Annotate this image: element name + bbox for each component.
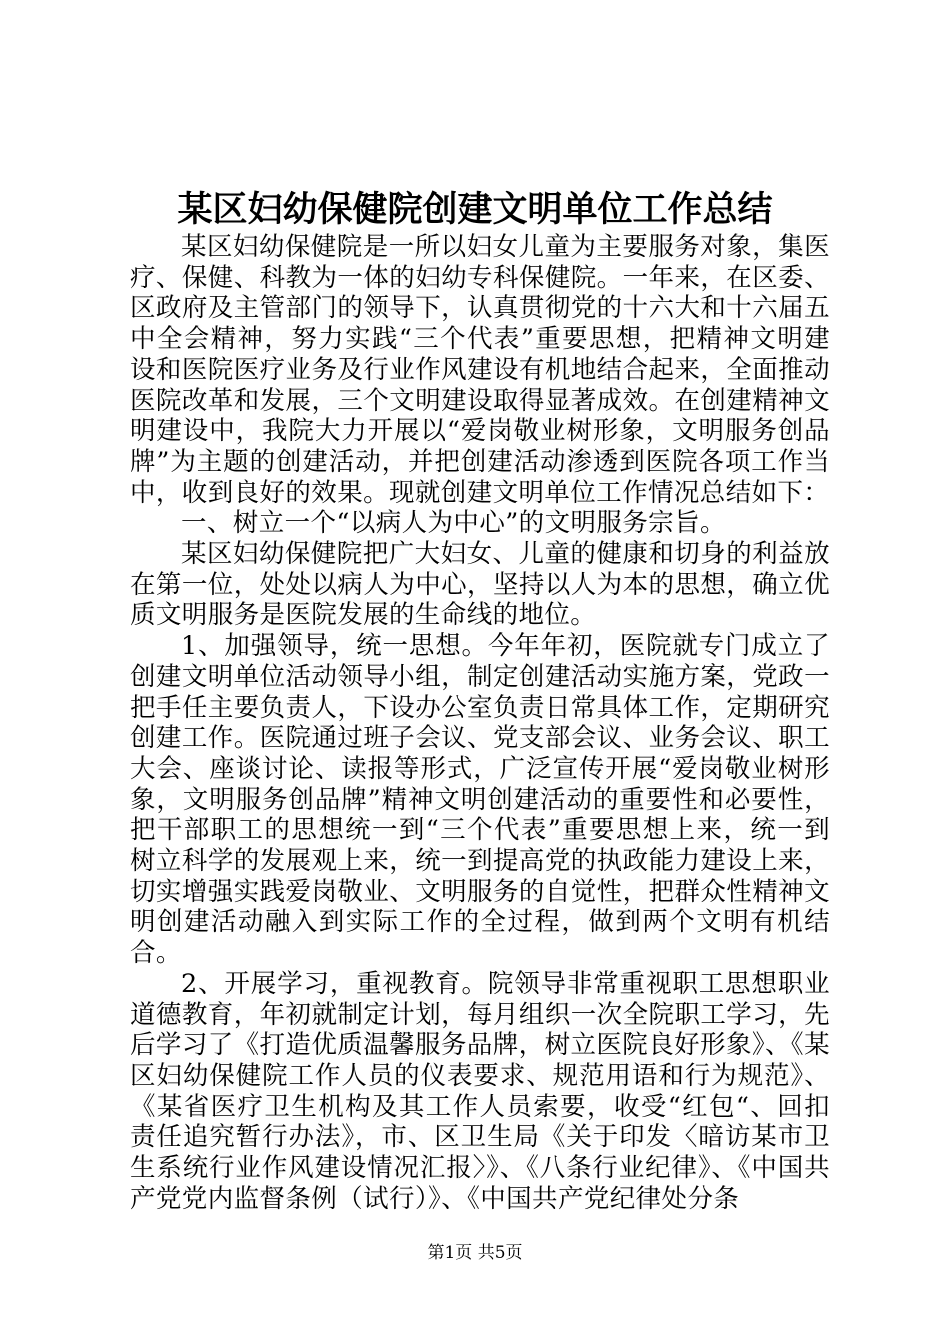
document-body xyxy=(130,232,830,1215)
page-footer: 第1页 共5页 xyxy=(427,1243,523,1263)
paragraph-education: 2、开展学习，重视教育。院领导非常重视职工思想职业道德教育，年初就制定计划，每月组织一次全院职工学习，先后学习了《打造优质温馨服务品牌，树立医院良好形象》、《某区妇幼保健院工作人员的仪表要求、规范用语和行为规范》、《某省医疗卫生机构及其工作人员索要，收受“红包“、回扣责任追究暂行办法》，市、区卫生局《关于印发〈暗访某市卫生系统行业作风建设情况汇报〉》、《八条行业纪律》、《中国共产党党内监督条例（试行）》、《中国共产党纪律处分条 xyxy=(130,968,830,1214)
paragraph-patient-first: 某区妇幼保健院把广大妇女、儿童的健康和切身的利益放在第一位，处处以病人为中心，坚持以人为本的思想，确立优质文明服务是医院发展的生命线的地位。 xyxy=(130,539,830,631)
paragraph-leadership: 1、加强领导，统一思想。今年年初，医院就专门成立了创建文明单位活动领导小组，制定创建活动实施方案，党政一把手任主要负责人，下设办公室负责日常具体工作，定期研究创建工作。医院通过班子会议、党支部会议、业务会议、职工大会、座谈讨论、读报等形式，广泛宣传开展“爱岗敬业树形象，文明服务创品牌”精神文明创建活动的重要性和必要性，把干部职工的思想统一到“三个代表”重要思想上来，统一到树立科学的发展观上来，统一到提高党的执政能力建设上来，切实增强实践爱岗敬业、文明服务的自觉性，把群众性精神文明创建活动融入到实际工作的全过程，做到两个文明有机结合。 xyxy=(130,631,830,969)
paragraph-intro: 某区妇幼保健院是一所以妇女儿童为主要服务对象，集医疗、保健、科教为一体的妇幼专科保健院。一年来，在区委、区政府及主管部门的领导下，认真贯彻党的十六大和十六届五中全会精神，努力实践“三个代表”重要思想，把精神文明建设和医院医疗业务及行业作风建设有机地结合起来，全面推动医院改革和发展，三个文明建设取得显著成效。在创建精神文明建设中，我院大力开展以“爱岗敬业树形象，文明服务创品牌”为主题的创建活动，并把创建活动渗透到医院各项工作当中，收到良好的效果。现就创建文明单位工作情况总结如下： xyxy=(130,232,830,508)
document-title: 某区妇幼保健院创建文明单位工作总结 xyxy=(177,189,773,230)
paragraph-heading-one: 一、树立一个“以病人为中心”的文明服务宗旨。 xyxy=(181,508,726,539)
